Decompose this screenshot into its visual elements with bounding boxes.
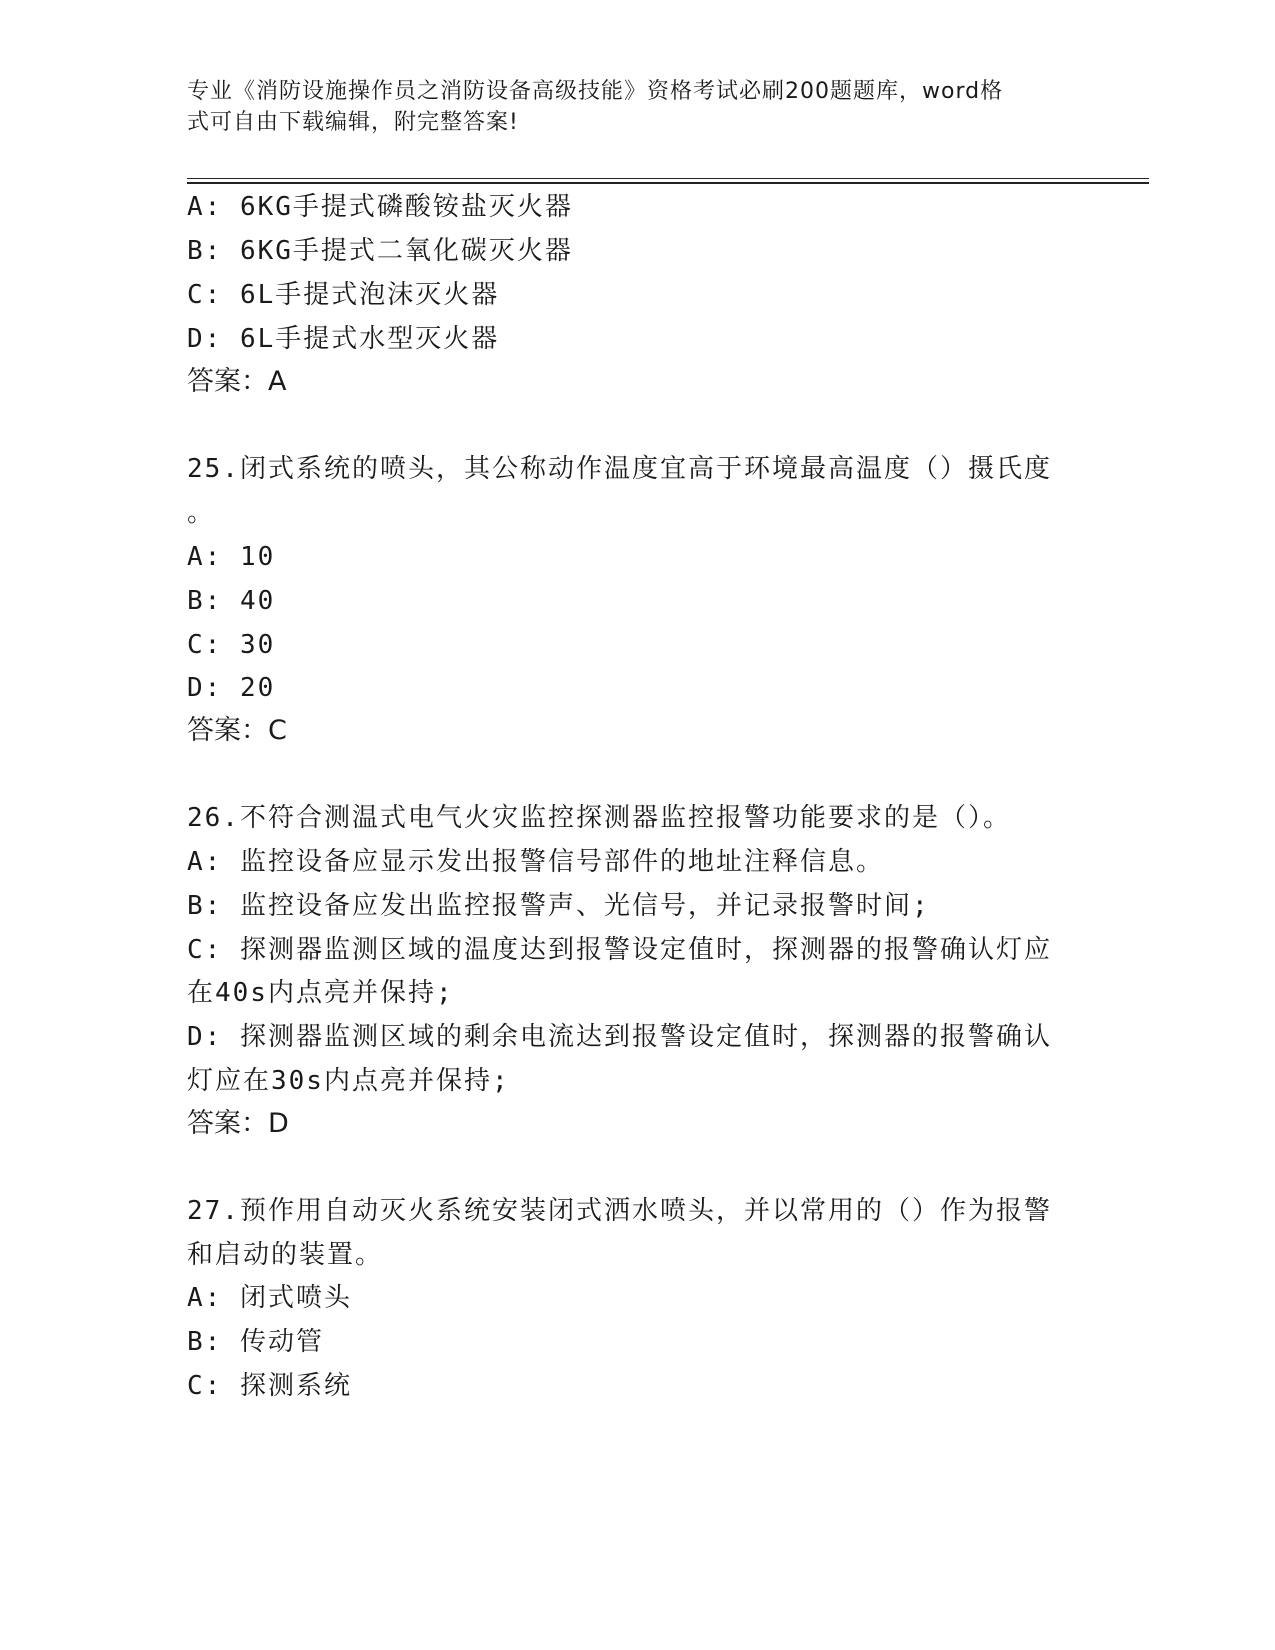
q27-stem-line-1: 27.预作用自动灭火系统安装闭式洒水喷头，并以常用的（）作为报警	[187, 1196, 1052, 1226]
q26-option-a: A: 监控设备应显示发出报警信号部件的地址注释信息。	[187, 847, 884, 877]
q26-option-d-line-1: D: 探测器监测区域的剩余电流达到报警设定值时，探测器的报警确认	[187, 1022, 1052, 1052]
prev-answer: 答案：A	[187, 366, 287, 397]
header-divider-thick	[187, 182, 1149, 184]
q26-option-b: B: 监控设备应发出监控报警声、光信号，并记录报警时间;	[187, 891, 930, 921]
prev-option-a: A: 6KG手提式磷酸铵盐灭火器	[187, 192, 573, 222]
q25-option-c: C: 30	[187, 630, 276, 660]
q27-option-c: C: 探测系统	[187, 1371, 352, 1401]
prev-option-d: D: 6L手提式水型灭火器	[187, 324, 500, 354]
q25-stem-line-1: 25.闭式系统的喷头，其公称动作温度宜高于环境最高温度（）摄氏度	[187, 454, 1052, 484]
header-divider-thin	[187, 178, 1149, 179]
prev-option-b: B: 6KG手提式二氧化碳灭火器	[187, 236, 573, 266]
q26-option-d-line-2: 灯应在30s内点亮并保持;	[187, 1066, 510, 1096]
q27-option-a: A: 闭式喷头	[187, 1283, 352, 1313]
prev-option-c: C: 6L手提式泡沫灭火器	[187, 280, 500, 310]
q27-stem-line-2: 和启动的装置。	[187, 1240, 384, 1270]
q25-option-a: A: 10	[187, 542, 276, 572]
q25-option-b: B: 40	[187, 586, 276, 616]
q26-stem: 26.不符合测温式电气火灾监控探测器监控报警功能要求的是（）。	[187, 803, 1011, 833]
q26-option-c-line-2: 在40s内点亮并保持;	[187, 978, 454, 1008]
document-header	[187, 76, 1087, 138]
header-line-2: 式可自由下载编辑，附完整答案!	[187, 110, 519, 135]
q25-stem-line-2: 。	[187, 498, 216, 528]
q26-option-c-line-1: C: 探测器监测区域的温度达到报警设定值时，探测器的报警确认灯应	[187, 935, 1052, 965]
q26-answer: 答案：D	[187, 1108, 289, 1139]
q25-answer: 答案：C	[187, 715, 287, 746]
q27-option-b: B: 传动管	[187, 1327, 324, 1357]
header-line-1: 专业《消防设施操作员之消防设备高级技能》资格考试必刷200题题库，word格	[187, 79, 1004, 104]
q25-option-d: D: 20	[187, 673, 276, 703]
